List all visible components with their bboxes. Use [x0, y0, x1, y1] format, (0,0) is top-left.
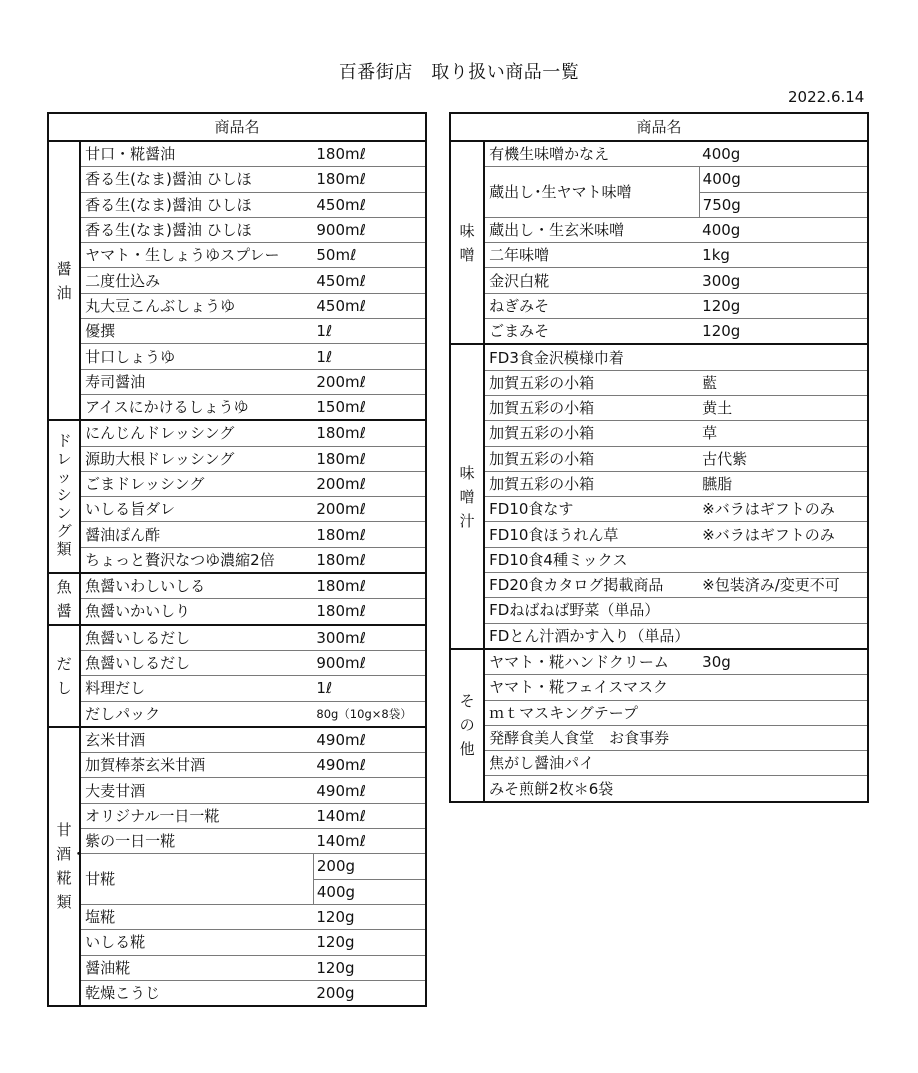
table-row [48, 497, 426, 522]
product-name: FDねばねば野菜（単品） [484, 598, 699, 623]
product-qty: 140mℓ [313, 829, 426, 854]
product-name: 塩糀 [80, 904, 313, 929]
product-name: ねぎみそ [484, 293, 699, 318]
table-row [450, 446, 868, 471]
product-qty: 180mℓ [313, 599, 426, 625]
table-row [48, 344, 426, 369]
table-row [48, 803, 426, 828]
product-qty [699, 623, 868, 649]
product-name: ヤマト・生しょうゆスプレー [80, 243, 313, 268]
product-name: 乾燥こうじ [80, 980, 313, 1006]
product-name: 丸大豆こんぶしょうゆ [80, 293, 313, 318]
table-row [48, 701, 426, 727]
category-cell: 魚醤 [48, 573, 80, 625]
table-row [450, 725, 868, 750]
table-row [48, 980, 426, 1006]
product-qty [699, 598, 868, 623]
table-row [48, 930, 426, 955]
product-name: オリジナル一日一糀 [80, 803, 313, 828]
product-qty: 180mℓ [313, 167, 426, 192]
product-qty: 450mℓ [313, 293, 426, 318]
table-row [450, 497, 868, 522]
table-row [48, 319, 426, 344]
table-row [48, 753, 426, 778]
product-qty [699, 725, 868, 750]
table-row [48, 420, 426, 446]
table-row [48, 854, 426, 879]
page-title: 百番街店 取り扱い商品一覧 [338, 62, 580, 83]
product-name: 二度仕込み [80, 268, 313, 293]
product-qty: 400g [313, 879, 426, 904]
product-qty: 140mℓ [313, 803, 426, 828]
product-name: 加賀五彩の小箱 [484, 421, 699, 446]
product-name: 魚醤いかいしり [80, 599, 313, 625]
table-row [48, 573, 426, 599]
product-qty: 900mℓ [313, 650, 426, 675]
table-row [48, 167, 426, 192]
category-cell: ドレッシング類 [48, 420, 80, 573]
table-row [48, 369, 426, 394]
product-qty: 490mℓ [313, 727, 426, 753]
product-qty: 草 [699, 421, 868, 446]
product-qty: 200mℓ [313, 497, 426, 522]
product-name: だしパック [80, 701, 313, 727]
product-name: 蔵出し・生玄米味噌 [484, 217, 699, 242]
product-name: 焦がし醤油パイ [484, 751, 699, 776]
product-name: 料理だし [80, 676, 313, 701]
product-qty [699, 675, 868, 700]
product-qty: 180mℓ [313, 446, 426, 471]
product-qty: 900mℓ [313, 217, 426, 242]
product-qty: 80g（10g×8袋） [313, 701, 426, 727]
product-name: FD10食なす [484, 497, 699, 522]
product-qty: 400g [699, 141, 868, 167]
product-qty: 120g [313, 930, 426, 955]
product-name: 加賀五彩の小箱 [484, 370, 699, 395]
product-name: みそ煎餅2枚＊6袋 [484, 776, 699, 802]
product-name: FD3食金沢模様巾着 [484, 344, 699, 370]
product-name: 優撰 [80, 319, 313, 344]
product-qty: 180mℓ [313, 420, 426, 446]
product-qty [699, 751, 868, 776]
product-qty: 30g [699, 649, 868, 675]
table-header-row [450, 113, 868, 141]
table-row [450, 751, 868, 776]
product-name: 大麦甘酒 [80, 778, 313, 803]
table-row [450, 293, 868, 318]
table-row [48, 268, 426, 293]
table-row [48, 547, 426, 573]
product-qty: ※バラはギフトのみ [699, 497, 868, 522]
category-cell: だし [48, 625, 80, 727]
product-name: 香る生(なま)醤油 ひしほ [80, 217, 313, 242]
product-name: 魚醤いしるだし [80, 650, 313, 675]
product-name: ごまドレッシング [80, 471, 313, 496]
product-qty: 200g [313, 854, 426, 879]
table-row [48, 778, 426, 803]
product-name: 加賀五彩の小箱 [484, 395, 699, 420]
product-name: FD20食カタログ掲載商品 [484, 573, 699, 598]
product-qty: 180mℓ [313, 573, 426, 599]
product-qty: 臙脂 [699, 471, 868, 496]
product-qty: 750g [699, 192, 868, 217]
product-name: 醤油ぽん酢 [80, 522, 313, 547]
product-name: 有機生味噌かなえ [484, 141, 699, 167]
product-name: 二年味噌 [484, 243, 699, 268]
product-qty: 120g [313, 955, 426, 980]
product-name: ヤマト・糀フェイスマスク [484, 675, 699, 700]
table-row [450, 370, 868, 395]
table-row [450, 547, 868, 572]
product-qty: 180mℓ [313, 547, 426, 573]
table-row [450, 675, 868, 700]
table-row [450, 649, 868, 675]
table-row [48, 676, 426, 701]
product-name: 加賀棒茶玄米甘酒 [80, 753, 313, 778]
product-qty: 450mℓ [313, 268, 426, 293]
table-row [48, 904, 426, 929]
product-name: 寿司醤油 [80, 369, 313, 394]
table-row [48, 192, 426, 217]
product-name: 加賀五彩の小箱 [484, 471, 699, 496]
product-qty: 120g [313, 904, 426, 929]
product-name: FD10食4種ミックス [484, 547, 699, 572]
product-qty: 1ℓ [313, 676, 426, 701]
table-row [48, 599, 426, 625]
product-qty: ※バラはギフトのみ [699, 522, 868, 547]
product-name: 紫の一日一糀 [80, 829, 313, 854]
product-qty: 黄土 [699, 395, 868, 420]
product-name: 醤油糀 [80, 955, 313, 980]
product-name: 魚醤いしるだし [80, 625, 313, 651]
product-name: FD10食ほうれん草 [484, 522, 699, 547]
table-row [48, 217, 426, 242]
product-qty: 300g [699, 268, 868, 293]
product-name: 金沢白糀 [484, 268, 699, 293]
category-cell: 味噌汁 [450, 344, 484, 649]
table-row [450, 471, 868, 496]
product-qty: 180mℓ [313, 522, 426, 547]
product-name: 甘糀 [80, 854, 313, 905]
table-row [450, 421, 868, 446]
table-row [48, 650, 426, 675]
table-row [48, 243, 426, 268]
column-header: 商品名 [48, 113, 426, 141]
category-cell: 醤油 [48, 141, 80, 420]
table-row [450, 344, 868, 370]
category-cell: その他 [450, 649, 484, 802]
table-header-row [48, 113, 426, 141]
product-name: にんじんドレッシング [80, 420, 313, 446]
category-cell: 甘酒・糀類 [48, 727, 80, 1006]
table-row [450, 243, 868, 268]
product-qty: 300mℓ [313, 625, 426, 651]
table-row [450, 167, 868, 192]
product-name: ｍｔマスキングテープ [484, 700, 699, 725]
product-name: いしる糀 [80, 930, 313, 955]
table-row [450, 522, 868, 547]
product-name: 甘口しょうゆ [80, 344, 313, 369]
product-qty: 1ℓ [313, 344, 426, 369]
table-row [48, 829, 426, 854]
product-qty: 古代紫 [699, 446, 868, 471]
product-qty: ※包装済み/変更不可 [699, 573, 868, 598]
product-qty: 400g [699, 167, 868, 192]
product-name: 玄米甘酒 [80, 727, 313, 753]
product-qty: 180mℓ [313, 141, 426, 167]
product-table-right [449, 112, 869, 803]
product-qty: 490mℓ [313, 753, 426, 778]
product-name: アイスにかけるしょうゆ [80, 394, 313, 420]
table-row [450, 268, 868, 293]
table-row [48, 394, 426, 420]
table-row [48, 471, 426, 496]
table-row [48, 293, 426, 318]
table-row [450, 776, 868, 802]
product-qty: 120g [699, 319, 868, 345]
table-row [48, 955, 426, 980]
product-qty: 120g [699, 293, 868, 318]
product-name: 香る生(なま)醤油 ひしほ [80, 167, 313, 192]
table-row [48, 522, 426, 547]
table-row [450, 141, 868, 167]
product-qty: 150mℓ [313, 394, 426, 420]
table-row [48, 141, 426, 167]
product-qty: 50mℓ [313, 243, 426, 268]
product-qty [699, 547, 868, 572]
product-qty: 490mℓ [313, 778, 426, 803]
product-qty: 1kg [699, 243, 868, 268]
table-row [450, 623, 868, 649]
product-name: 香る生(なま)醤油 ひしほ [80, 192, 313, 217]
product-name: 加賀五彩の小箱 [484, 446, 699, 471]
table-row [48, 446, 426, 471]
table-row [450, 700, 868, 725]
product-name: いしる旨ダレ [80, 497, 313, 522]
product-name: 魚醤いわしいしる [80, 573, 313, 599]
category-cell: 味噌 [450, 141, 484, 344]
table-row [450, 319, 868, 345]
product-qty: 1ℓ [313, 319, 426, 344]
product-name: FDとん汁酒かす入り（単品） [484, 623, 699, 649]
product-qty: 藍 [699, 370, 868, 395]
product-qty [699, 344, 868, 370]
product-qty: 450mℓ [313, 192, 426, 217]
product-qty [699, 700, 868, 725]
product-name: 蔵出し･生ヤマト味噌 [484, 167, 699, 218]
product-qty: 200g [313, 980, 426, 1006]
product-name: 甘口・糀醤油 [80, 141, 313, 167]
product-qty: 200mℓ [313, 369, 426, 394]
column-header: 商品名 [450, 113, 868, 141]
product-qty [699, 776, 868, 802]
table-row [450, 217, 868, 242]
product-qty: 400g [699, 217, 868, 242]
product-table-left [47, 112, 427, 1007]
product-name: 源助大根ドレッシング [80, 446, 313, 471]
table-row [48, 625, 426, 651]
product-name: 発酵食美人食堂 お食事券 [484, 725, 699, 750]
table-row [48, 727, 426, 753]
product-qty: 200mℓ [313, 471, 426, 496]
product-name: ちょっと贅沢なつゆ濃縮2倍 [80, 547, 313, 573]
product-name: ごまみそ [484, 319, 699, 345]
document-date: 2022.6.14 [788, 88, 865, 106]
table-row [450, 573, 868, 598]
table-row [450, 395, 868, 420]
product-name: ヤマト・糀ハンドクリーム [484, 649, 699, 675]
table-row [450, 598, 868, 623]
